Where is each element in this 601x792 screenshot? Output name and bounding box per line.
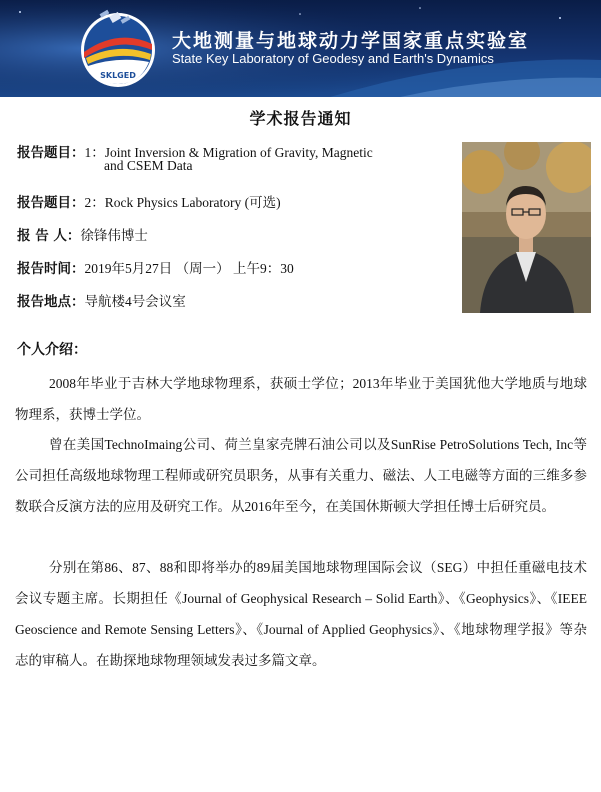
place-label: 报告地点：: [17, 294, 85, 310]
place-value: 导航楼4号会议室: [84, 294, 186, 309]
time-value: 2019年5月27日 （周一） 上午9：30: [84, 261, 294, 276]
time-row: [17, 257, 294, 277]
lab-name-en: State Key Laboratory of Geodesy and Earth's Dynamics: [172, 51, 494, 66]
time-label: 报告时间：: [17, 261, 85, 277]
topic1-row: [17, 141, 373, 161]
speaker-photo: [462, 142, 591, 313]
logo-text: SKLGED: [100, 71, 136, 80]
speaker-value: 徐锋伟博士: [80, 228, 148, 243]
speaker-portrait: [462, 142, 591, 313]
topic1-row-cont: [104, 158, 193, 174]
notice-title: 学术报告通知: [249, 109, 352, 128]
topic1-value-cont: and CSEM Data: [104, 158, 193, 173]
lab-name-cn: 大地测量与地球动力学国家重点实验室: [172, 30, 530, 52]
topic1-value: 1：Joint Inversion & Migration of Gravity, Magnetic: [84, 145, 373, 160]
topic1-label: 报告题目：: [17, 145, 85, 161]
topic2-value: 2：Rock Physics Laboratory (可选): [84, 195, 281, 210]
speaker-label: 报 告 人：: [17, 228, 81, 244]
bio-paragraph-3: 分别在第86、87、88和即将举办的89届美国地球物理国际会议（SEG）中担任重磁电技术会议专题主席。长期担任《Journal of Geophysical Research – Solid Earth》、《Geophysics》、《IEEE Geoscience and Remote Sensing Letters》、《Journal of Applied Geophysics》、《地球物理学报》等杂志的审稿人。在勘探地球物理领域发表过多篇文章。: [15, 560, 587, 668]
speaker-row: [17, 224, 148, 244]
place-row: [17, 290, 186, 310]
topic2-row: [17, 191, 281, 211]
bio-paragraph-2: 曾在美国TechnoImaing公司、荷兰皇家壳牌石油公司以及SunRise PetroSolutions Tech, Inc等公司担任高级地球物理工程师或研究员职务，从事有关重力、磁法、人工电磁等方面的三维多参数联合反演方法的应用及研究工作。从2016年至今，在美国休斯顿大学担任博士后研究员。: [15, 437, 587, 514]
bio-heading: 个人介绍：: [17, 342, 87, 358]
header-banner: [0, 0, 601, 97]
bio-paragraph-1: 2008年毕业于吉林大学地球物理系，获硕士学位；2013年毕业于美国犹他大学地质与地球物理系，获博士学位。: [15, 376, 587, 422]
topic2-label: 报告题目：: [17, 195, 85, 211]
